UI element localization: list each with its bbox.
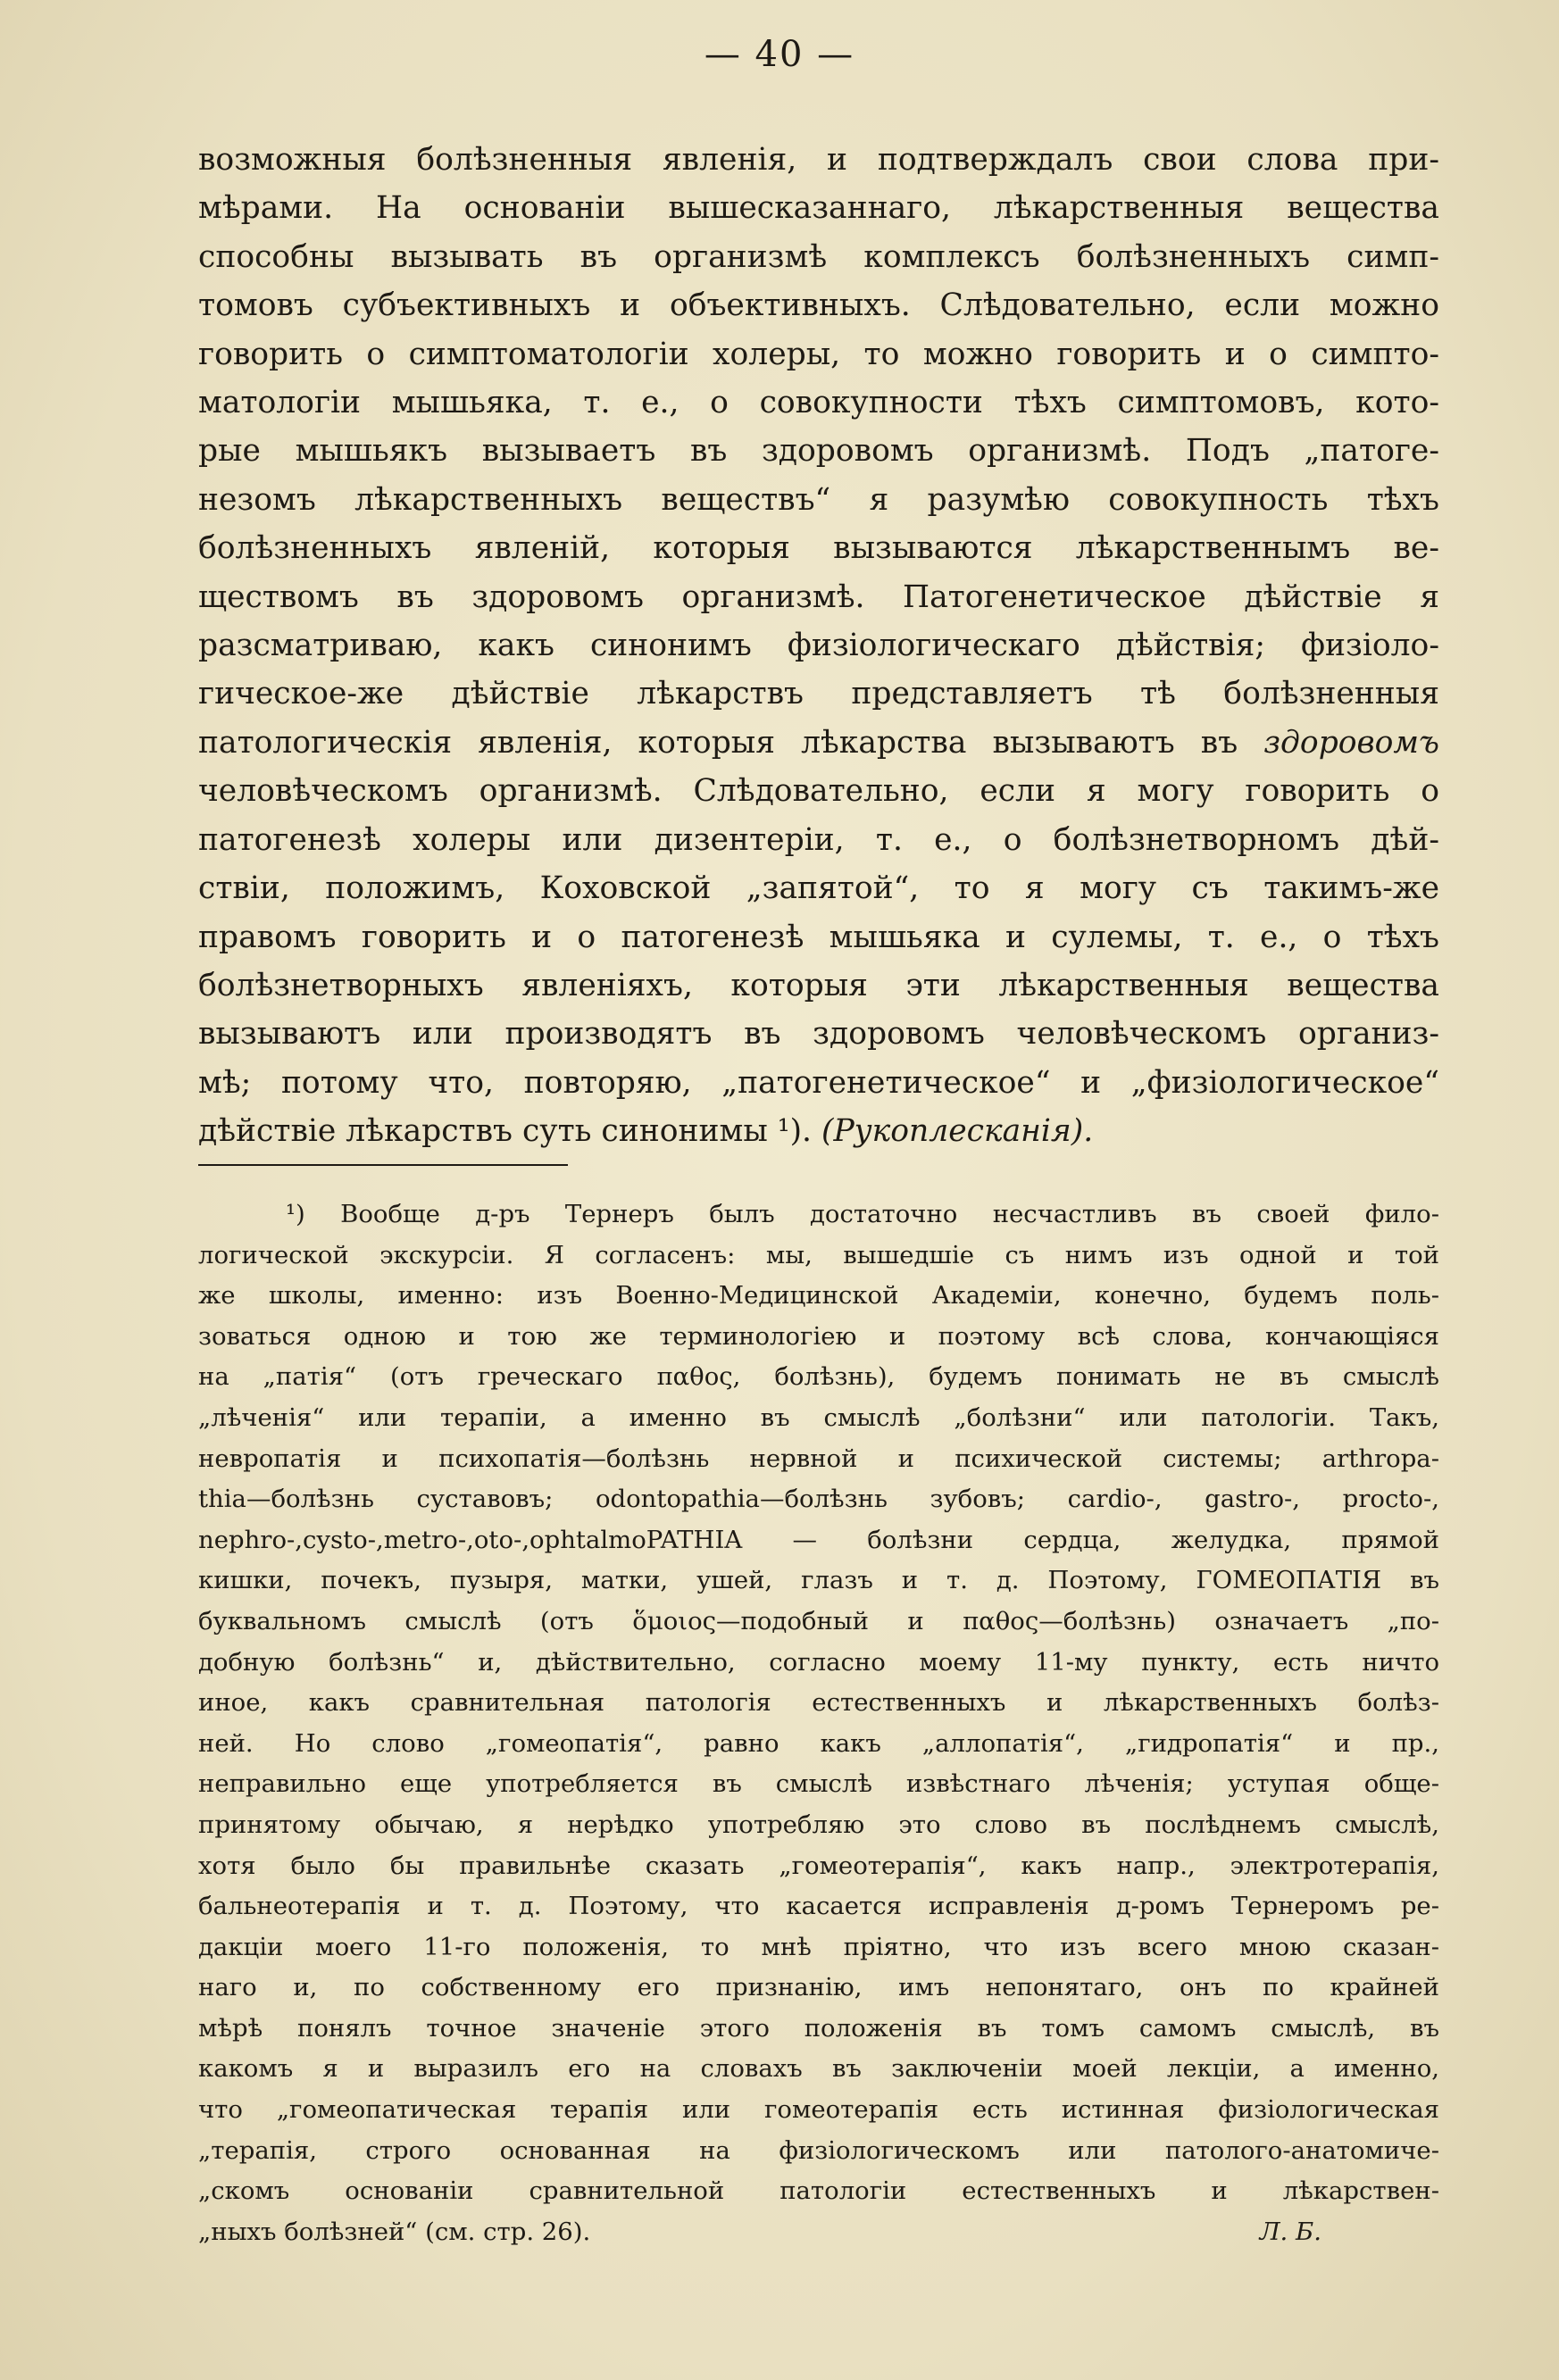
footnote-last-line xyxy=(198,2212,1439,2253)
text-segment: патологическія явленія, которыя лѣкарства вызываютъ въ xyxy=(198,724,1264,761)
text-line: гическое-же дѣйствіе лѣкарствъ представляетъ тѣ болѣзненныя xyxy=(198,676,1439,712)
footnote-line: какомъ я и выразилъ его на словахъ въ заключеніи моей лекціи, а именно, xyxy=(198,2054,1439,2084)
footnote xyxy=(198,1194,1439,2252)
text-line: человѣческомъ организмѣ. Слѣдовательно, если я могу говорить о xyxy=(198,773,1439,810)
text-line: способны вызывать въ организмѣ комплексъ болѣзненныхъ симп- xyxy=(198,238,1439,275)
footnote-line: же школы, именно: изъ Военно-Медицинской Академіи, конечно, будемъ поль- xyxy=(198,1281,1439,1311)
text-line-with-italic xyxy=(198,719,1439,767)
footnote-line: неправильно еще употребляется въ смыслѣ извѣстнаго лѣченія; уступая обще- xyxy=(198,1769,1439,1799)
text-line: томовъ субъективныхъ и объективныхъ. Слѣдовательно, если можно xyxy=(198,287,1439,324)
text-line: ществомъ въ здоровомъ организмѣ. Патогенетическое дѣйствіе я xyxy=(198,578,1439,615)
footnote-line: „терапія, строго основанная на физіологическомъ или патолого-анатомиче- xyxy=(198,2135,1439,2165)
footnote-line: буквальномъ смыслѣ (отъ ὅμοιος—подобный и παθος—болѣзнь) означаетъ „по- xyxy=(198,1606,1439,1635)
text-line: болѣзнетворныхъ явленіяхъ, которыя эти лѣкарственныя вещества xyxy=(198,967,1439,1003)
text-line: возможныя болѣзненныя явленія, и подтверждалъ свои слова при- xyxy=(198,142,1439,178)
footnote-divider xyxy=(198,1164,568,1166)
text-line: мѣрами. На основаніи вышесказаннаго, лѣкарственныя вещества xyxy=(198,190,1439,227)
footnote-line: ней. Но слово „гомеопатія“, равно какъ „аллопатія“, „гидропатія“ и пр., xyxy=(198,1728,1439,1758)
footnote-line: „лѣченія“ или терапіи, а именно въ смыслѣ „болѣзни“ или патологіи. Такъ, xyxy=(198,1402,1439,1432)
text-line: патогенезѣ холеры или дизентеріи, т. е., о болѣзнетворномъ дѣй- xyxy=(198,821,1439,858)
footnote-line: на „патія“ (отъ греческаго παθος, болѣзнь), будемъ понимать не въ смыслѣ xyxy=(198,1362,1439,1392)
text-line: разсматриваю, какъ синонимъ физіологическаго дѣйствія; физіоло- xyxy=(198,628,1439,664)
footnote-line: дакціи моего 11-го положенія, то мнѣ пріятно, что изъ всего мною сказан- xyxy=(198,1932,1439,1961)
footnote-line: логической экскурсіи. Я согласенъ: мы, вышедшіе съ нимъ изъ одной и той xyxy=(198,1240,1439,1269)
text-line: матологіи мышьяка, т. е., о совокупности тѣхъ симптомовъ, кото- xyxy=(198,385,1439,421)
footnote-line: наго и, по собственному его признанію, имъ непонятаго, онъ по крайней xyxy=(198,1973,1439,2002)
footnote-line: nephro-,cysto-,metro-,oto-,ophtalmoPATHIA — болѣзни сердца, желудка, прямой xyxy=(198,1525,1439,1554)
footnote-line: иное, какъ сравнительная патологія естественныхъ и лѣкарственныхъ болѣз- xyxy=(198,1688,1439,1718)
footnote-line: „ныхъ болѣзней“ (см. стр. 26). xyxy=(198,2217,591,2246)
footnote-line: thia—болѣзнь суставовъ; odontopathia—болѣзнь зубовъ; cardio-, gastro-, procto-, xyxy=(198,1485,1439,1514)
text-line: мѣ; потому что, повторяю, „патогенетическое“ и „физіологическое“ xyxy=(198,1064,1439,1101)
text-segment: дѣйствіе лѣкарствъ суть синонимы ¹). xyxy=(198,1113,821,1150)
footnote-line: бальнеотерапія и т. д. Поэтому, что касается исправленія д-ромъ Тернеромъ ре- xyxy=(198,1892,1439,1921)
text-line: правомъ говорить и о патогенезѣ мышьяка и сулемы, т. е., о тѣхъ xyxy=(198,919,1439,955)
footnote-line: ¹) Вообще д-ръ Тернеръ былъ достаточно несчастливъ въ своей фило- xyxy=(286,1200,1439,1228)
footnote-line: зоваться одною и тою же терминологіею и поэтому всѣ слова, кончающіяся xyxy=(198,1321,1439,1351)
text-line: рые мышьякъ вызываетъ въ здоровомъ организмѣ. Подъ „патоге- xyxy=(198,433,1439,470)
text-line: ствіи, положимъ, Коховской „запятой“, то я могу съ такимъ-же xyxy=(198,870,1439,907)
applause-note: (Рукоплесканія). xyxy=(821,1113,1094,1150)
text-line: незомъ лѣкарственныхъ веществъ“ я разумѣю совокупность тѣхъ xyxy=(198,481,1439,518)
footnote-line: принятому обычаю, я нерѣдко употребляю это слово въ послѣднемъ смыслѣ, xyxy=(198,1810,1439,1839)
text-line: говорить о симптоматологіи холеры, то можно говорить и о симпто- xyxy=(198,336,1439,372)
signature: Л. Б. xyxy=(1259,2217,1321,2246)
text-line: болѣзненныхъ явленій, которыя вызываются лѣкарственнымъ ве- xyxy=(198,530,1439,567)
italic-word: здоровомъ xyxy=(1263,724,1439,761)
footnote-line: „скомъ основаніи сравнительной патологіи естественныхъ и лѣкарствен- xyxy=(198,2176,1439,2206)
footnote-line: невропатія и психопатія—болѣзнь нервной и психической системы; arthropa- xyxy=(198,1444,1439,1473)
page-number: — 40 — xyxy=(704,34,855,75)
text-line: вызываютъ или производятъ въ здоровомъ человѣческомъ организ- xyxy=(198,1016,1439,1053)
footnote-line: добную болѣзнь“ и, дѣйствительно, согласно моему 11-му пункту, есть ничто xyxy=(198,1647,1439,1677)
footnote-line: кишки, почекъ, пузыря, матки, ушей, глазъ и т. д. Поэтому, ГОМЕОПАТІЯ въ xyxy=(198,1566,1439,1595)
footnote-line: хотя было бы правильнѣе сказать „гомеотерапія“, какъ напр., электротерапія, xyxy=(198,1851,1439,1880)
footnote-line: мѣрѣ понялъ точное значеніе этого положенія въ томъ самомъ смыслѣ, въ xyxy=(198,2013,1439,2043)
footnote-line: что „гомеопатическая терапія или гомеотерапія есть истинная физіологическая xyxy=(198,2095,1439,2125)
main-text xyxy=(198,136,1439,1156)
text-line-last xyxy=(198,1107,1439,1155)
